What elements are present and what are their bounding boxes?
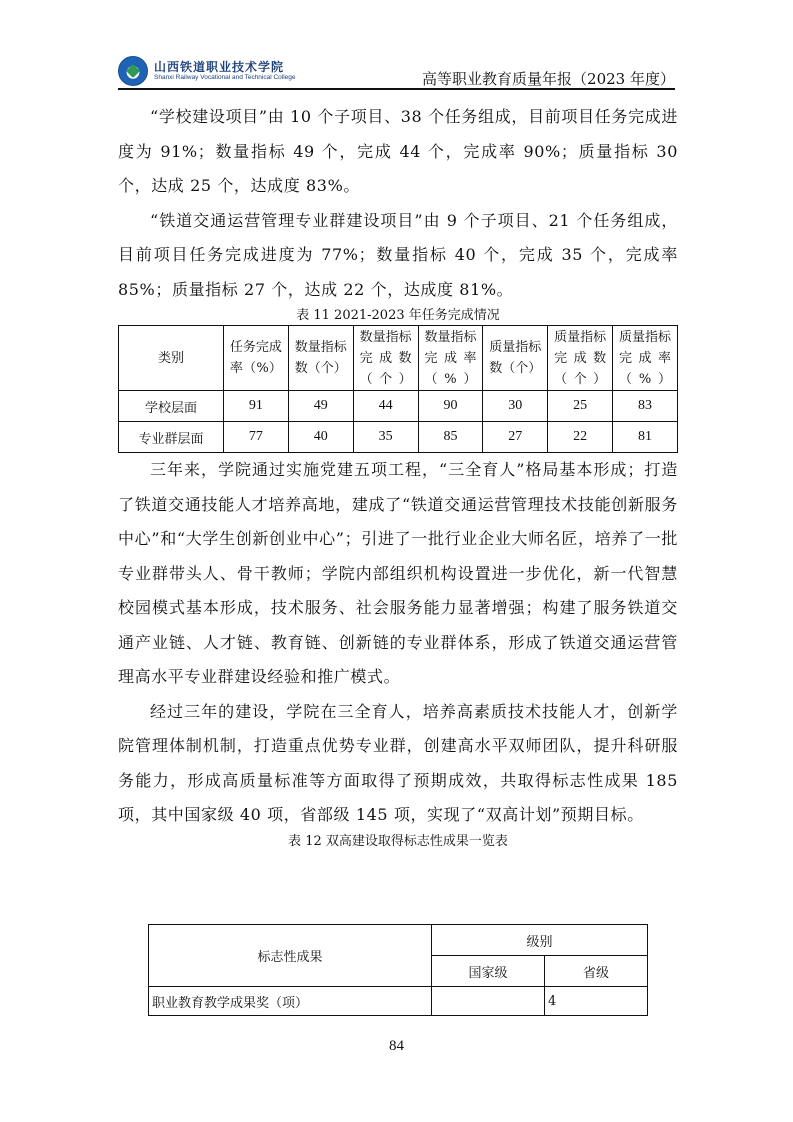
col-header-quantity-rate: 数量指标完成率（%） <box>418 326 483 391</box>
cell: 27 <box>483 422 548 453</box>
cell: 83 <box>613 391 678 422</box>
cell: 81 <box>613 422 678 453</box>
cell: 91 <box>224 391 289 422</box>
col-header-task-rate: 任务完成率（%） <box>224 326 289 391</box>
paragraph-three-years-summary: 三年来，学院通过实施党建五项工程，“三全育人”格局基本形成；打造了铁道交通技能人才培养高地，建成了“铁道交通运营管理技术技能创新服务中心”和“大学生创新创业中心”；引进了一批行业企业大师名匠，培养了一批专业群带头人、骨干教师；学院内部组织机构设置进一步优化，新一代智慧校园模式基本形成，技术服务、社会服务能力显著增强；构建了服务铁道交通产业链、人才链、教育链、创新链的专业群体系，形成了铁道交通运营管理高水平专业群建设经验和推广模式。 <box>118 460 678 686</box>
table-row <box>119 422 678 453</box>
report-title: 高等职业教育质量年报（2023 年度） <box>422 70 675 88</box>
cell: 85 <box>418 422 483 453</box>
col-header-category: 类别 <box>119 326 224 391</box>
header-divider <box>118 88 675 90</box>
cell: 49 <box>288 391 353 422</box>
cell: 44 <box>353 391 418 422</box>
col-header-provincial: 省级 <box>545 956 648 987</box>
table-row <box>119 391 678 422</box>
col-header-quantity-done: 数量指标完成数（个） <box>353 326 418 391</box>
college-logo <box>118 56 296 86</box>
national-count <box>432 987 545 1016</box>
provincial-count: 4 <box>545 987 648 1016</box>
col-header-quality-rate: 质量指标完成率（%） <box>613 326 678 391</box>
page-body <box>118 100 678 851</box>
col-header-level: 级别 <box>432 925 648 956</box>
table-header-row <box>149 925 648 956</box>
col-header-quantity-count: 数量指标数（个） <box>288 326 353 391</box>
cell: 40 <box>288 422 353 453</box>
page-header <box>118 54 675 90</box>
page-number: 84 <box>389 1038 404 1054</box>
table-row <box>149 987 648 1016</box>
cell: 25 <box>548 391 613 422</box>
col-header-achievement: 标志性成果 <box>149 925 432 987</box>
col-header-quality-count: 质量指标数（个） <box>483 326 548 391</box>
cell: 30 <box>483 391 548 422</box>
row-label: 学校层面 <box>119 391 224 422</box>
cell: 22 <box>548 422 613 453</box>
logo-chinese-name: 山西铁道职业技术学院 <box>154 60 285 74</box>
cell: 35 <box>353 422 418 453</box>
table-12-caption: 表 12 双高建设取得标志性成果一览表 <box>288 833 508 849</box>
row-label: 专业群层面 <box>119 422 224 453</box>
college-emblem-icon <box>118 56 148 86</box>
table-11-caption: 表 11 2021-2023 年任务完成情况 <box>296 308 500 323</box>
col-header-national: 国家级 <box>432 956 545 987</box>
cell: 77 <box>224 422 289 453</box>
cell: 90 <box>418 391 483 422</box>
achievements-table <box>148 924 648 1016</box>
paragraph-specialty-project: “铁道交通运营管理专业群建设项目”由 9 个子项目、21 个任务组成，目前项目任务完成进度为 77%；数量指标 40 个，完成 35 个，完成率 85%；质量指标 27 个，达成 22 个，达成度 81%。 <box>118 210 678 299</box>
paragraph-construction-results: 经过三年的建设，学院在三全育人，培养高素质技术技能人才，创新学院管理体制机制，打造重点优势专业群，创建高水平双师团队，提升科研服务能力，形成高质量标准等方面取得了预期成效，共取得标志性成果 185 项，其中国家级 40 项，省部级 145 项，实现了“双高计划”预期目标。 <box>118 701 678 824</box>
logo-english-name: Shanxi Railway Vocational and Technical College <box>154 74 296 81</box>
table-header-row <box>119 326 678 391</box>
paragraph-school-project: “学校建设项目”由 10 个子项目、38 个任务组成，目前项目任务完成进度为 91%；数量指标 49 个，完成 44 个，完成率 90%；质量指标 30 个，达成 25 个，达成度 83%。 <box>118 107 678 195</box>
achievement-name: 职业教育教学成果奖（项） <box>149 987 432 1016</box>
task-completion-table <box>118 325 678 453</box>
col-header-quality-done: 质量指标完成数（个） <box>548 326 613 391</box>
